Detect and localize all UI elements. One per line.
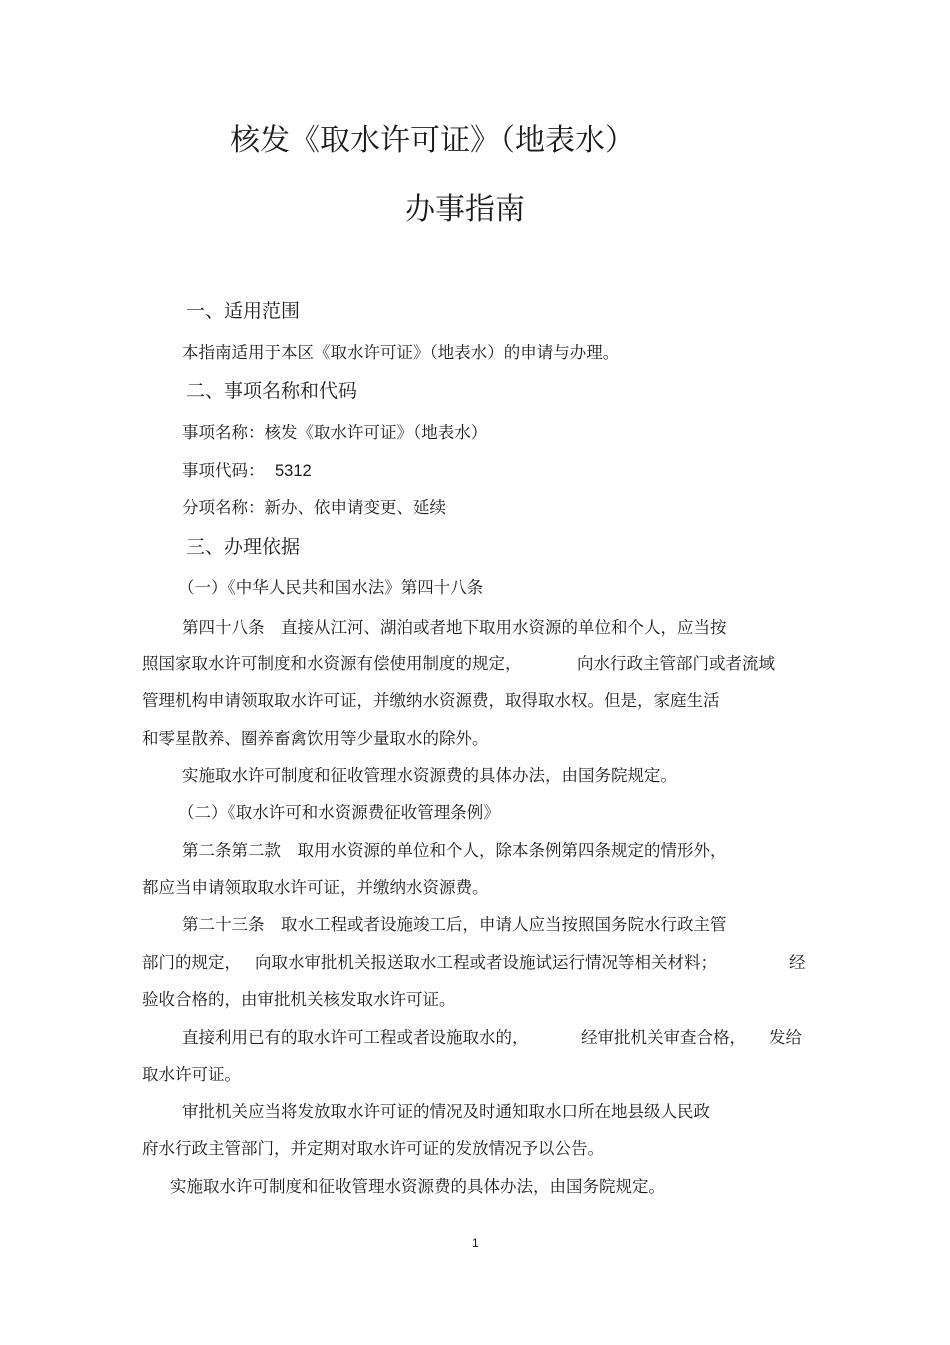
law-1-title: （一）《中华人民共和国水法》第四十八条 (178, 578, 484, 597)
law-2-title: （二）《取水许可和水资源费征收管理条例》 (178, 803, 500, 822)
item-code-label: 事项代码： (182, 461, 265, 480)
law-1-para-1-line-2a: 照国家取水许可制度和水资源有偿使用制度的规定， (142, 654, 522, 673)
law-1-para-1-line-1: 第四十八条 直接从江河、湖泊或者地下取用水资源的单位和个人，应当按 (182, 618, 727, 637)
law-2-para-2-line-2c: 经 (789, 953, 806, 972)
item-name: 事项名称：核发《取水许可证》（地表水） (182, 423, 488, 442)
law-1-para-1-line-3: 管理机构申请领取取水许可证，并缴纳水资源费，取得取水权。但是，家庭生活 (142, 691, 720, 710)
law-2-para-1-line-1: 第二条第二款 取用水资源的单位和个人，除本条例第四条规定的情形外， (182, 841, 727, 860)
section-1-text: 本指南适用于本区《取水许可证》（地表水）的申请与办理。 (182, 343, 620, 362)
law-2-para-5: 实施取水许可制度和征收管理水资源费的具体办法，由国务院规定。 (170, 1177, 665, 1196)
law-2-para-4-line-1: 审批机关应当将发放取水许可证的情况及时通知取水口所在地县级人民政 (182, 1102, 710, 1121)
law-2-para-3-line-1a: 直接利用已有的取水许可工程或者设施取水的， (182, 1028, 529, 1047)
law-2-para-2-line-3: 验收合格的，由审批机关核发取水许可证。 (142, 990, 456, 1009)
law-2-para-4-line-2: 府水行政主管部门，并定期对取水许可证的发放情况予以公告。 (142, 1139, 604, 1158)
law-1-para-1-line-2b: 向水行政主管部门或者流域 (577, 654, 775, 673)
law-2-para-2-line-2b: 向取水审批机关报送取水工程或者设施试运行情况等相关材料； (255, 953, 717, 972)
section-2-heading: 二、事项名称和代码 (186, 380, 358, 402)
sub-item-names: 分项名称：新办、依申请变更、延续 (182, 498, 446, 517)
law-2-para-2-line-1: 第二十三条 取水工程或者设施竣工后，申请人应当按照国务院水行政主管 (182, 915, 727, 934)
title-line-1: 核发《取水许可证》（地表水） (230, 123, 635, 158)
title-line-2: 办事指南 (405, 192, 525, 227)
page-number: 1 (472, 1236, 479, 1250)
section-1-heading: 一、适用范围 (186, 300, 301, 322)
section-3-heading: 三、办理依据 (186, 536, 301, 558)
item-code-value: 5312 (275, 462, 312, 480)
law-2-para-3-line-2: 取水许可证。 (142, 1065, 241, 1084)
law-2-para-2-line-2a: 部门的规定， (142, 953, 241, 972)
law-2-para-1-line-2: 都应当申请领取取水许可证，并缴纳水资源费。 (142, 878, 489, 897)
law-1-para-1-line-4: 和零星散养、圈养畜禽饮用等少量取水的除外。 (142, 729, 489, 748)
law-2-para-3-line-1c: 发给 (769, 1028, 802, 1047)
law-1-para-2: 实施取水许可制度和征收管理水资源费的具体办法，由国务院规定。 (182, 766, 677, 785)
law-2-para-3-line-1b: 经审批机关审查合格， (581, 1028, 746, 1047)
